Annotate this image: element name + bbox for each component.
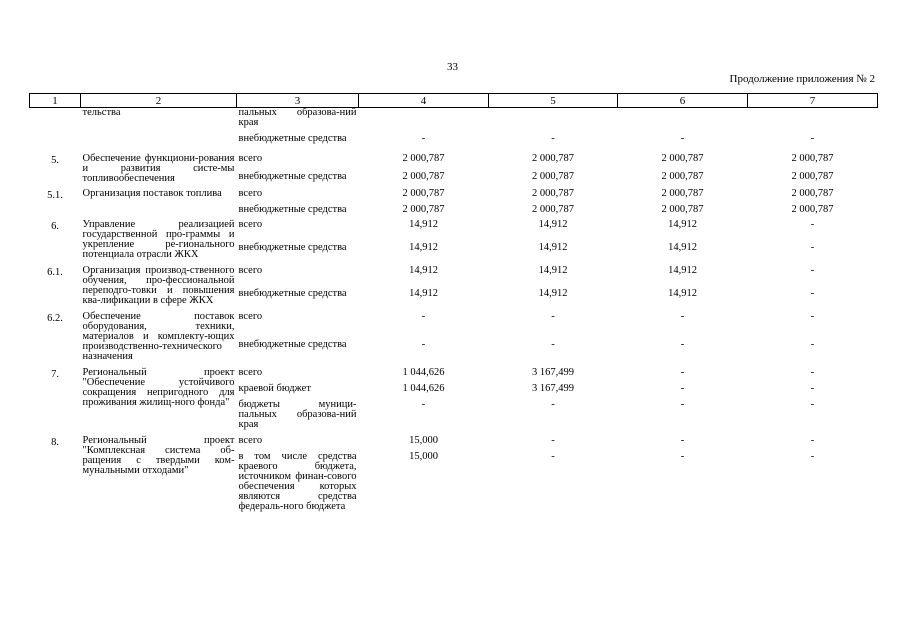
amount-cell [748,108,878,129]
continuation-label: Продолжение приложения № 2 [729,73,875,85]
table-row [30,215,878,237]
funding-table [29,93,878,512]
funding-source: внебюджетные средства [238,241,347,253]
amount-cell: 1 044,626 [402,383,445,394]
amount-cell: 14,912 [668,241,697,253]
amount-cell: - [421,133,426,144]
table-row [30,430,878,446]
amount-cell: 14,912 [538,265,568,276]
table-header-row [30,94,878,108]
funding-source: внебюджетные средства [238,288,347,299]
amount-cell: 14,912 [668,219,697,230]
funding-source: внебюджетные средства [238,204,347,215]
amount-cell: - [680,451,685,462]
funding-source: пальных образова-ний края [238,107,357,128]
funding-source: внебюджетные средства [238,171,347,183]
amount-cell: - [680,311,685,322]
amount-cell: 14,912 [409,265,438,276]
column-header: 3 [237,94,359,108]
row-number: 6.1. [47,267,63,278]
measure-name: Организация поставок топлива [82,188,222,199]
measure-name: Обеспечение функциони-рования и развития систе-мы топливообеспечения [82,153,235,184]
amount-cell: 2 000,787 [661,171,704,183]
amount-cell: 3 167,499 [532,367,574,378]
amount-cell: - [810,435,815,446]
amount-cell [489,108,618,129]
amount-cell: - [680,339,685,350]
funding-source: всего [238,311,263,322]
amount-cell: 2 000,787 [661,153,704,164]
amount-cell: - [551,133,555,144]
amount-cell: 2 000,787 [532,171,574,183]
table-row [30,184,878,199]
measure-name: Организация производ-ственного обучения, про-фессиональной переподго-товки и повышения ква-лификации в сфере ЖКХ [82,265,235,306]
row-number: 5.1. [47,190,63,201]
amount-cell: - [421,339,426,350]
amount-cell: - [810,451,815,462]
funding-source: всего [238,265,263,276]
measure-name: Управление реализацией государственной про-граммы и укрепление ре-гионального потенциала отрасли ЖКХ [82,219,235,260]
amount-cell: 2 000,787 [661,188,704,199]
table-body [30,108,878,513]
amount-cell: 14,912 [538,241,568,253]
amount-cell: - [810,339,815,350]
table-row [30,108,878,129]
funding-source: всего [238,153,263,164]
amount-cell: - [810,383,815,394]
amount-cell: 2 000,787 [402,204,445,215]
row-number: 6. [51,221,59,232]
measure-name: Региональный проект "Комплексная система об-ращения с твердыми ком-мунальными отходами" [82,435,235,476]
column-header: 7 [748,94,878,108]
amount-cell: - [680,367,685,378]
amount-cell: - [810,133,815,144]
amount-cell: - [551,435,555,446]
amount-cell: 14,912 [668,288,697,299]
amount-cell: 2 000,787 [532,153,574,164]
amount-cell: - [810,219,815,230]
amount-cell: 15,000 [409,435,438,446]
amount-cell: - [810,367,815,378]
amount-cell: 14,912 [538,288,568,299]
amount-cell: 14,912 [409,288,438,299]
row-number: 6.2. [47,313,63,324]
amount-cell: 3 167,499 [532,383,574,394]
funding-source: краевой бюджет [238,383,311,394]
funding-source: бюджеты муници-пальных образова-ний края [238,399,357,430]
amount-cell: - [810,311,815,322]
amount-cell [618,108,748,129]
table-row [30,306,878,334]
amount-cell: 2 000,787 [791,171,834,183]
funding-source: всего [238,219,263,230]
amount-cell: - [680,399,685,410]
amount-cell: 15,000 [409,451,438,462]
funding-source: внебюджетные средства [238,339,347,350]
amount-cell: 2 000,787 [791,188,834,199]
amount-cell: 2 000,787 [402,153,445,164]
amount-cell: - [421,399,426,410]
funding-source: в том числе средства краевого бюджета, источником финан-сового обеспечения которых являются средства федераль-ного бюджета [238,451,357,512]
amount-cell: - [680,435,685,446]
column-header: 5 [489,94,618,108]
page-number: 33 [447,61,458,73]
amount-cell: - [551,451,555,462]
amount-cell: - [551,399,555,410]
amount-cell: 2 000,787 [661,204,704,215]
column-header: 4 [359,94,489,108]
table-row [30,362,878,378]
amount-cell: - [810,241,815,253]
amount-cell: 2 000,787 [532,188,574,199]
amount-cell [359,108,489,129]
column-header: 6 [618,94,748,108]
amount-cell: 2 000,787 [402,171,445,183]
measure-name: Региональный проект "Обеспечение устойчивого сокращения непригодного для проживания жилищ-ного фонда" [82,367,235,408]
amount-cell: 14,912 [538,219,568,230]
column-header: 2 [81,94,237,108]
amount-cell: 2 000,787 [791,204,834,215]
amount-cell: - [551,311,555,322]
amount-cell: - [680,133,685,144]
amount-cell: - [810,288,815,299]
amount-cell: 2 000,787 [532,204,574,215]
column-header: 1 [30,94,81,108]
amount-cell: 14,912 [668,265,697,276]
row-number [30,108,81,145]
amount-cell: - [810,399,815,410]
measure-name: тельства [82,107,121,118]
amount-cell: - [551,339,555,350]
amount-cell: 2 000,787 [402,188,445,199]
amount-cell: 14,912 [409,219,438,230]
amount-cell: - [421,311,426,322]
measure-name: Обеспечение поставок оборудования, техники, материалов и комплекту-ющих производственно-технического назначения [82,311,235,362]
table-row [30,144,878,166]
funding-source: всего [238,435,263,446]
amount-cell: 14,912 [409,241,438,253]
funding-source: всего [238,188,263,199]
amount-cell: - [680,383,685,394]
funding-source: всего [238,367,263,378]
table-row [30,260,878,283]
amount-cell: 2 000,787 [791,153,834,164]
row-number: 7. [51,369,59,380]
row-number: 8. [51,437,59,448]
amount-cell: - [810,265,815,276]
row-number: 5. [51,155,59,166]
funding-source: внебюджетные средства [238,133,347,144]
amount-cell: 1 044,626 [402,367,445,378]
